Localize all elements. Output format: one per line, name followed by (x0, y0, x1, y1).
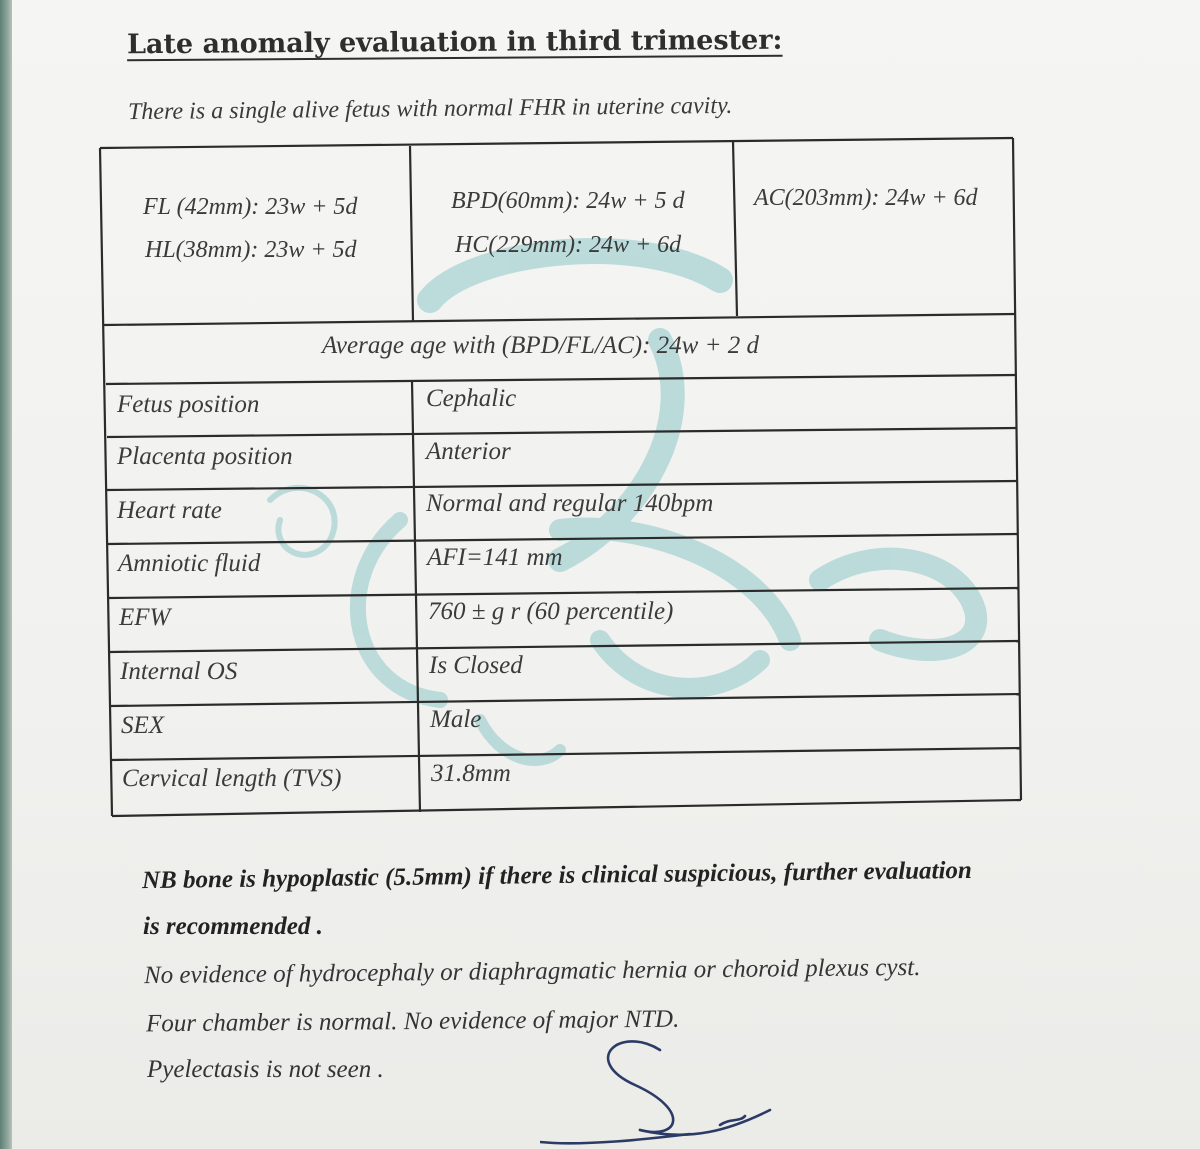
finding-value: Anterior (426, 438, 511, 465)
intro-sentence: There is a single alive fetus with normal FHR in uterine cavity. (127, 92, 733, 126)
finding-label: Cervical length (TVS) (122, 765, 342, 792)
finding-value: Male (430, 706, 482, 733)
fl-measurement: FL (42mm): 23w + 5d (143, 194, 358, 220)
ac-measurement: AC(203mm): 24w + 6d (754, 185, 978, 211)
finding-value: Cephalic (426, 385, 517, 412)
handwritten-signature (540, 1030, 800, 1149)
nb-bone-note: NB bone is hypoplastic (5.5mm) if there is clinical suspicious, further evaluation (141, 856, 973, 895)
pyelectasis-note: Pyelectasis is not seen . (147, 1056, 384, 1083)
finding-value: 31.8mm (431, 760, 511, 787)
finding-value: AFI=141 mm (427, 544, 563, 571)
report-title: Late anomaly evaluation in third trimester: (126, 24, 783, 61)
hydrocephaly-note: No evidence of hydrocephaly or diaphragmatic hernia or choroid plexus cyst. (143, 953, 921, 990)
finding-value: Is Closed (429, 652, 523, 679)
finding-value: Normal and regular 140bpm (426, 490, 714, 517)
finding-label: Placenta position (117, 443, 293, 470)
hc-measurement: HC(229mm): 24w + 6d (455, 232, 682, 258)
finding-label: SEX (121, 712, 165, 739)
bpd-measurement: BPD(60mm): 24w + 5 d (451, 188, 685, 214)
four-chamber-note: Four chamber is normal. No evidence of major NTD. (145, 1005, 680, 1038)
finding-label: Heart rate (117, 497, 222, 524)
finding-label: EFW (119, 604, 171, 631)
finding-label: Amniotic fluid (118, 550, 261, 577)
nb-bone-note-continued: is recommended . (143, 913, 323, 940)
finding-label: Fetus position (117, 391, 260, 418)
finding-label: Internal OS (120, 658, 238, 685)
finding-value: 760 ± g r (60 percentile) (428, 598, 674, 625)
hl-measurement: HL(38mm): 23w + 5d (145, 237, 357, 263)
average-age: Average age with (BPD/FL/AC): 24w + 2 d (322, 332, 759, 359)
